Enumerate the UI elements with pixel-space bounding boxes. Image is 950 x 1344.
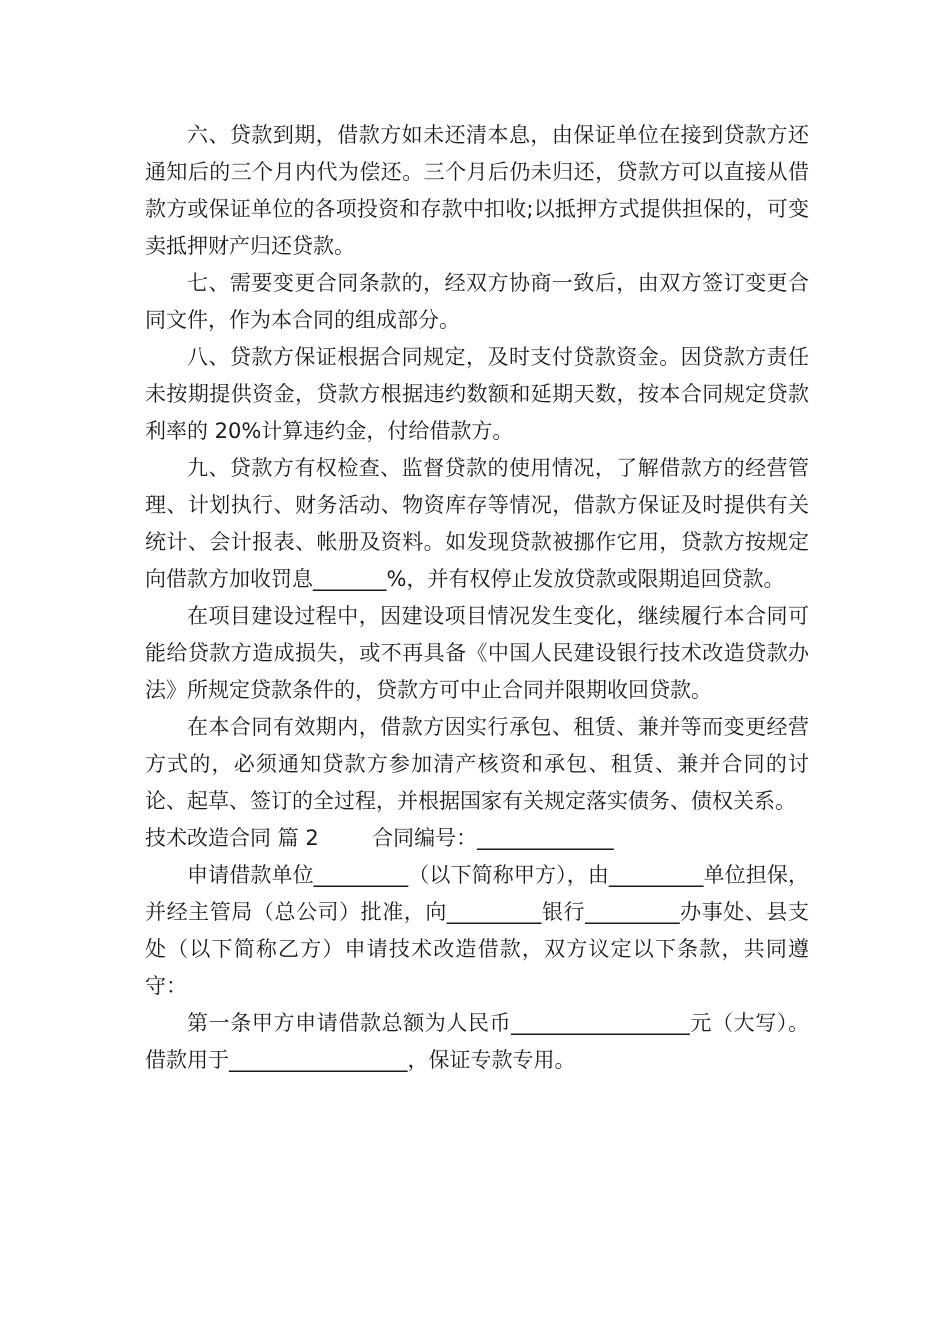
project-change-paragraph: 在项目建设过程中，因建设项目情况发生变化，继续履行本合同可能给贷款方造成损失，或不再具备《中国人民建设银行技术改造贷款办法》所规定贷款条件的，贷款方可中止合同并限期收回贷款。 [145,604,809,702]
section-heading: 技术改造合同 篇 2 合同编号：_____________ [145,826,614,850]
article-one: 第一条甲方申请借款总额为人民币_________________元（大写）。借款用于_________________，保证专款专用。 [145,1011,809,1072]
clause-six: 六、贷款到期，借款方如未还清本息，由保证单位在接到贷款方还通知后的三个月内代为偿还。三个月后仍未归还，贷款方可以直接从借款方或保证单位的各项投资和存款中扣收;以抵押方式提供担保的，可变卖抵押财产归还贷款。 [145,123,809,258]
clause-eight: 八、贷款方保证根据合同规定，及时支付贷款资金。因贷款方责任未按期提供资金，贷款方根据违约数额和延期天数，按本合同规定贷款利率的 20%计算违约金，付给借款方。 [145,345,809,443]
clause-nine: 九、贷款方有权检查、监督贷款的使用情况，了解借款方的经营管理、计划执行、财务活动、物资库存等情况，借款方保证及时提供有关统计、会计报表、帐册及资料。如发现贷款被挪作它用，贷款方按规定向借款方加收罚息_______%，并有权停止发放贷款或限期追回贷款。 [145,456,809,591]
applicant-paragraph: 申请借款单位_________（以下简称甲方），由_________单位担保，并经主管局（总公司）批准，向_________银行_________办事处、县支处（以下简称乙方）申请技术改造借款，双方议定以下条款，共同遵守： [145,863,809,998]
validity-period-paragraph: 在本合同有效期内，借款方因实行承包、租赁、兼并等而变更经营方式的，必须通知贷款方参加清产核资和承包、租赁、兼并合同的讨论、起草、签订的全过程，并根据国家有关规定落实债务、债权关系。 [145,715,809,813]
contract-document [145,117,809,1079]
clause-seven: 七、需要变更合同条款的，经双方协商一致后，由双方签订变更合同文件，作为本合同的组成部分。 [145,271,809,332]
